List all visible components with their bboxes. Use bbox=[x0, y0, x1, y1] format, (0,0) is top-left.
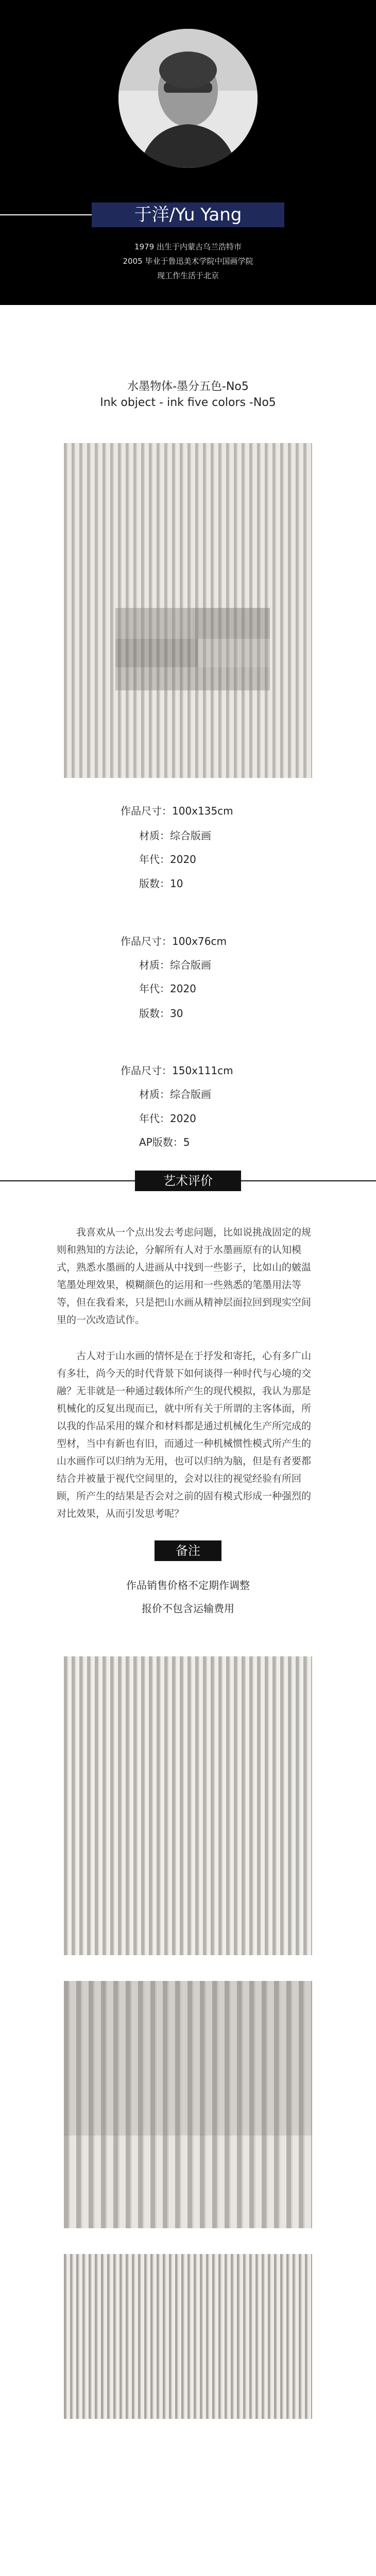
edition-3-year: 年代：2020 bbox=[139, 1112, 196, 1125]
remark-banner bbox=[0, 1540, 376, 1561]
banner-line bbox=[241, 1180, 376, 1181]
edition-1-material: 材质：综合版画 bbox=[139, 829, 211, 842]
edition-2-material: 材质：综合版画 bbox=[139, 959, 211, 971]
detail-image bbox=[64, 1656, 312, 1955]
detail-image-3 bbox=[64, 2254, 312, 2419]
artist-portrait-image bbox=[118, 29, 258, 168]
remark-line-1: 作品销售价格不定期作调整 bbox=[126, 1579, 250, 1591]
edition-2-year: 年代：2020 bbox=[139, 982, 196, 995]
remark-heading: 备注 bbox=[155, 1540, 221, 1561]
edition-3-material: 材质：综合版画 bbox=[139, 1088, 211, 1100]
banner-line bbox=[0, 1180, 135, 1181]
edition-2-size: 作品尺寸：100x76cm bbox=[121, 935, 227, 947]
artist-header bbox=[0, 0, 376, 305]
review-banner bbox=[0, 1171, 376, 1191]
artist-name-row bbox=[0, 202, 376, 227]
bio-line: 现工作生活于北京 bbox=[157, 271, 219, 280]
edition-1-year: 年代：2020 bbox=[139, 853, 196, 866]
edition-3-size: 作品尺寸：150x111cm bbox=[121, 1064, 233, 1077]
bio-line: 1979 出生于内蒙古乌兰浩特市 bbox=[134, 242, 242, 251]
edition-1-count: 版数：10 bbox=[139, 877, 183, 890]
edition-1-size: 作品尺寸：100x135cm bbox=[121, 805, 233, 817]
work-title-en: Ink object - ink five colors -No5 bbox=[100, 396, 276, 409]
edition-2-count: 版数：30 bbox=[139, 1007, 183, 1020]
artwork-image-1 bbox=[64, 443, 312, 778]
review-paragraph-2: 古人对于山水画的情怀是在于抒发和寄托，心有多广山有多壮，尚今天的时代背景下如何谈得一种时代与心境的交融？无非就是一种通过载体所产生的现代模拟，我认为那是机械化的反复出现而已，就中所有关于所谓的主客体面，所以我的作品采用的媒介和材料都是通过机械化生产所完成的型材，当中有新也有旧，而通过一种机械惯性模式所产生的山水画作可以归纳为无用，也可以归纳为脑，但是有者要都结合并被量于视代空间里的，会对以往的视觉经验有所回顾，所产生的结果是否会对之前的固有模式形成一种强烈的对比效果，从而引发思考呢？ bbox=[57, 1350, 312, 1519]
review-heading: 艺术评价 bbox=[135, 1171, 241, 1191]
work-title-cn: 水墨物体-墨分五色-No5 bbox=[127, 380, 249, 393]
review-paragraph-1: 我喜欢从一个点出发去考虑问题，比如说挑战固定的规则和熟知的方法论，分解所有人对于水墨画原有的认知模式，熟悉水墨画的人进画从中找到一些影子，比如山的皴温笔墨处理效果，模糊颜色的运用和一些熟悉的笔墨用法等等，但在我看来，只是把山水画从精神层面拉回到现实空间里的一次改造试作。 bbox=[57, 1227, 312, 1326]
detail-image-2 bbox=[64, 1981, 312, 2228]
artist-avatar bbox=[118, 29, 258, 168]
artist-name: 于洋/Yu Yang bbox=[92, 202, 284, 227]
artist-bio bbox=[0, 240, 376, 283]
remark-line-2: 报价不包含运输费用 bbox=[142, 1602, 234, 1615]
bio-line: 2005 毕业于鲁迅美术学院中国画学院 bbox=[123, 257, 253, 266]
edition-3-count: AP版数：5 bbox=[139, 1136, 190, 1148]
